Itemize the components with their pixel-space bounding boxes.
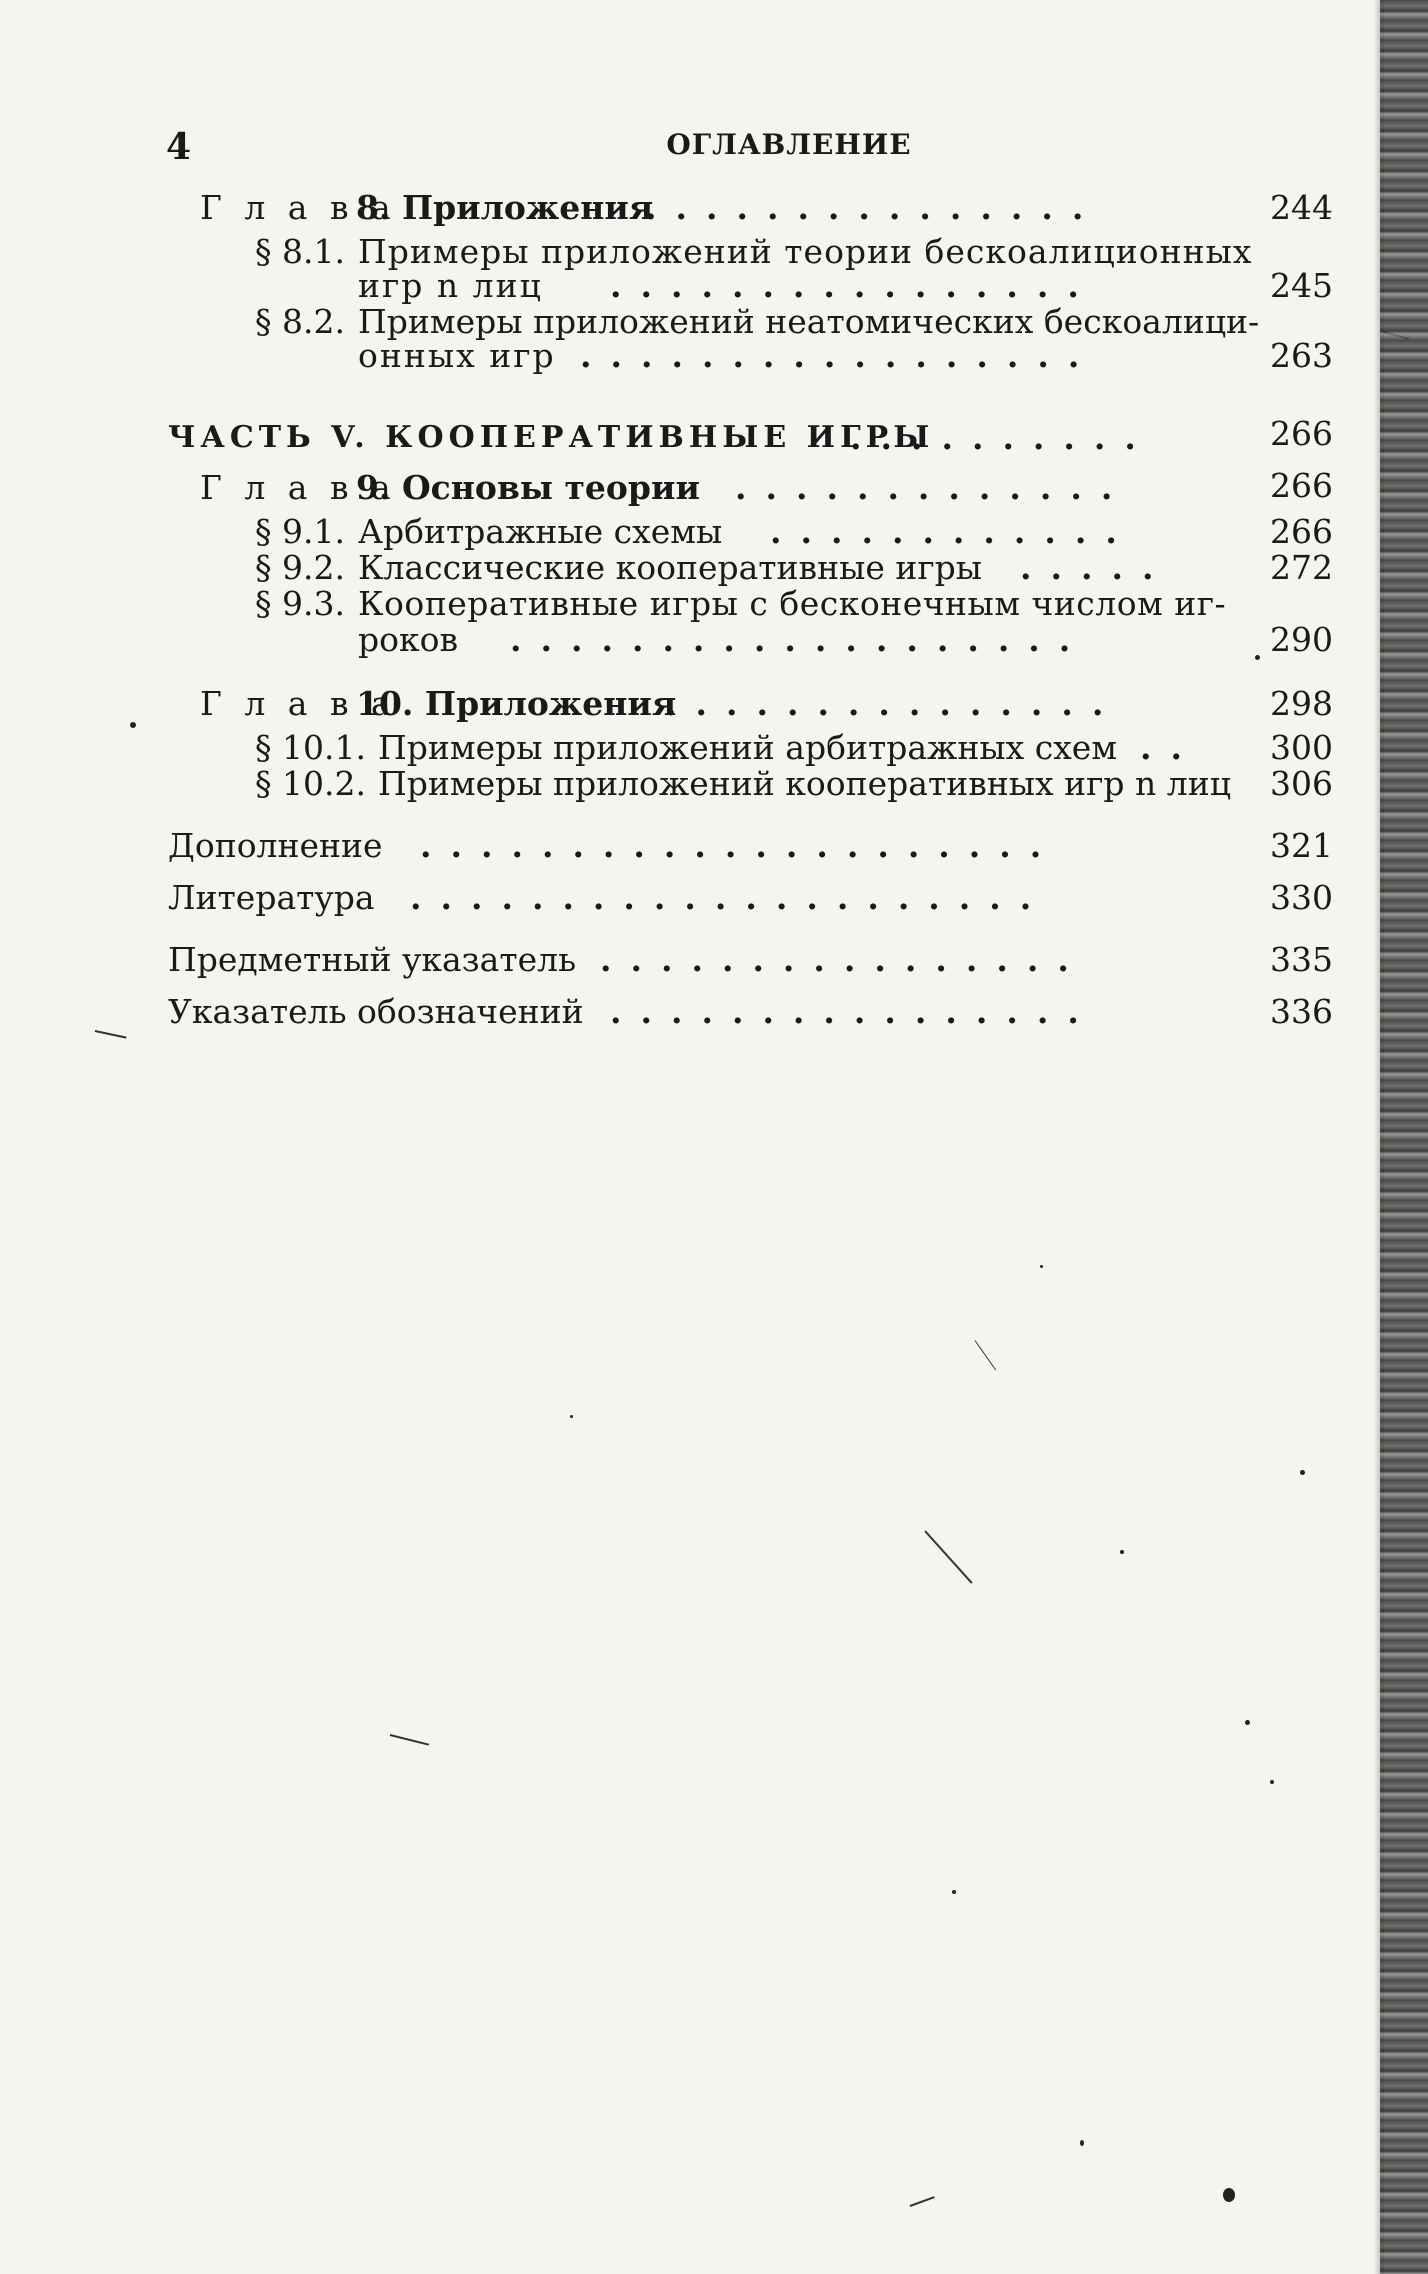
section-number: § 8.1. [255,232,345,271]
leader-dots: ................ [610,268,1098,304]
leader-dots: ..................... [410,880,1051,916]
section-number: § 10.1. [255,728,366,767]
ink-speck [1270,1780,1274,1784]
leader-dots: ................. [580,338,1099,374]
entry-title: Предметный указатель [168,940,577,979]
page-ref: 335 [1270,940,1333,979]
leader-dots: ..................... [420,828,1061,864]
chapter-title: 8. Приложения [356,188,654,227]
ink-speck [1120,1550,1124,1554]
leader-dots: ................... [510,622,1090,658]
page-ref: 245 [1270,266,1333,305]
section-title-line-2: онных игр [358,336,556,375]
chapter-title: 9. Основы теории [356,468,700,507]
section-number: § 9.1. [255,512,345,551]
scan-scratch [910,2196,935,2207]
section-title: Классические кооперативные игры [358,548,983,587]
ink-speck [1255,655,1260,660]
leader-dots: ............. [735,470,1132,506]
page-number: 4 [166,126,192,168]
page-ref: 336 [1270,992,1333,1031]
ink-speck [952,1890,956,1894]
chapter-label: Г л а в а [200,684,397,723]
section-title-line-2: игр n лиц [358,266,543,305]
leader-dots: ..... [1020,550,1173,586]
running-head: ОГЛАВЛЕНИЕ [666,128,912,161]
entry-title: Литература [168,878,375,917]
ink-speck [1300,1470,1305,1475]
section-title: Примеры приложений арбитражных схем [378,728,1118,767]
section-number: § 9.2. [255,548,345,587]
page-ref: 290 [1270,620,1333,659]
section-title-line-1: Кооперативные игры с бесконечным числом иг- [358,584,1227,623]
scan-scratch [975,1340,996,1370]
leader-dots: ................ [600,942,1088,978]
page-ref: 266 [1270,414,1333,453]
page-ref: 263 [1270,336,1333,375]
leader-dots: ................ [610,994,1098,1030]
ink-speck [1080,2140,1084,2146]
page-ref: 266 [1270,512,1333,551]
scan-scratch [390,1734,429,1746]
page-ref: 272 [1270,548,1333,587]
binding-edge [1380,0,1428,2274]
leader-dots: .......... [850,420,1155,456]
page-ref: 266 [1270,466,1333,505]
chapter-label: Г л а в а [200,188,397,227]
page-ref: 330 [1270,878,1333,917]
chapter-label: Г л а в а [200,468,397,507]
section-title-line-2: роков [358,620,459,659]
part-title: ЧАСТЬ V. КООПЕРАТИВНЫЕ ИГРЫ [168,420,935,455]
page-ref: 244 [1270,188,1333,227]
page-ref: 298 [1270,684,1333,723]
leader-dots: ............... [645,190,1103,226]
page-ref: 300 [1270,728,1333,767]
section-title-line-1: Примеры приложений неатомических бескоалици- [358,302,1260,341]
chapter-title: 10. Приложения [356,684,677,723]
ink-speck [1245,1720,1250,1725]
ink-speck [1223,2188,1235,2202]
entry-title: Указатель обозначений [168,992,584,1031]
entry-title: Дополнение [168,826,383,865]
leader-dots: ............... [665,686,1123,722]
leader-dots: .. [1140,730,1201,766]
ink-speck [1040,1265,1043,1268]
ink-speck [570,1415,573,1418]
page-ref: 306 [1270,764,1333,803]
ink-speck [130,722,136,728]
section-title-line-1: Примеры приложений теории бескоалиционных [358,232,1253,271]
section-title: Примеры приложений кооперативных игр n лиц [378,764,1231,803]
section-number: § 8.2. [255,302,345,341]
leader-dots: ............ [770,514,1136,550]
section-number: § 9.3. [255,584,345,623]
page-ref: 321 [1270,826,1333,865]
section-number: § 10.2. [255,764,366,803]
scan-scratch [924,1530,972,1583]
section-title: Арбитражные схемы [358,512,723,551]
scan-scratch [95,1030,127,1039]
